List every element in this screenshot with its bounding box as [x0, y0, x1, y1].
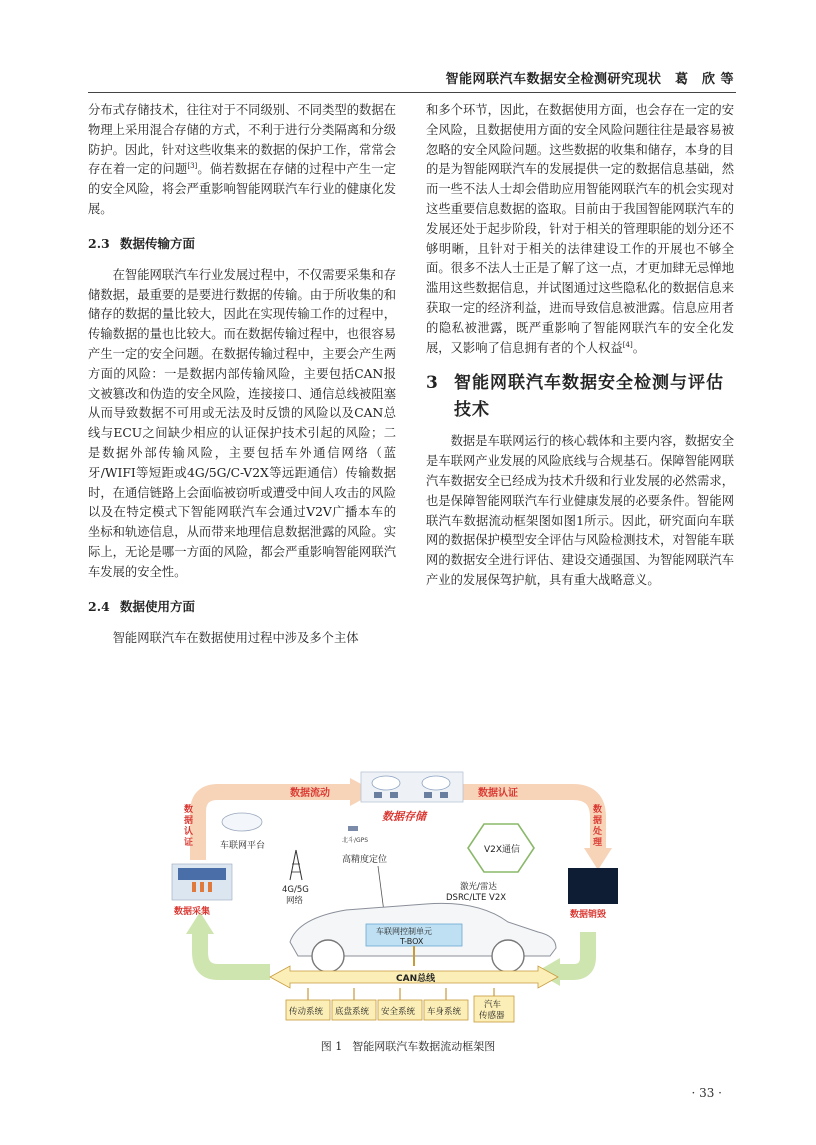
- right-paragraph-1: 和多个环节，因此，在数据使用方面，也会存在一定的安全风险，且数据使用方面的安全风险问题往往是最容易被忽略的安全风险问题。这些数据的收集和储存，本身的目的是为智能网联汽车的发展提供一定的数据信息基础，然而一些不法人士却会借助应用智能网联汽车的机会实现对这些重要信息数据的盗取。目前由于我国智能网联汽车的发展还处于起步阶段，针对于相关的管理职能的划分还不够明晰，且针对于相关的法律建设工作的开展也不够全面。很多不法人士正是了解了这一点，才更加肆无忌惮地滥用这些数据信息，并试图通过这些隐私化的数据信息来获取一定的经济利益，进而导致信息被泄露。信息应用者的隐私被泄露，既严重影响了智能网联汽车的安全化发展，又影响了信息拥有者的个人权益[4]。: [426, 103, 734, 355]
- label-tbox: T-BOX: [400, 937, 424, 946]
- svg-text:理: 理: [593, 838, 603, 848]
- label-sensor: 传感器: [479, 1011, 505, 1021]
- label-data-storage: 数据存储: [382, 810, 426, 823]
- label-hd-positioning: 高精度定位: [342, 855, 388, 865]
- wheel-icon: [312, 940, 344, 972]
- label-data-auth-vertical: [183, 803, 193, 848]
- svg-text:处: 处: [593, 827, 603, 837]
- label-lidar: DSRC/LTE V2X: [446, 893, 507, 903]
- left-paragraph-2: 在智能网联汽车行业发展过程中，不仅需要采集和存储数据，最重要的是要进行数据的传输。由于所收集的和储存的数据的量比较大，因此在实现传输工作的过程中，传输数据的量也比较大。而在数据传输过程中，也很容易产生一定的安全问题。在数据传输过程中，主要会产生两方面的风险：一是数据内部传输风险，主要包括CAN报文被篡改和伪造的安全风险，连接接口、通信总线被阻塞从而导致数据不可用或无法及时反馈的风险以及CAN总线与ECU之间缺少相应的认证保护技术引起的风险；二是数据外部传输风险，主要包括车外通信网络（蓝牙/WIFI等短距或4G/5G/C-V2X等远距通信）传输数据时，在通信链路上会面临被窃听或遭受中间人攻击的风险以及在特定模式下智能网联汽车会通过V2V广播本车的坐标和轨迹信息，从而带来地理信息数据泄露的风险。实际上，无论是哪一方面的风险，都会严重影响智能网联汽车发展的安全性。: [88, 267, 396, 579]
- data-flow-diagram: [174, 772, 618, 1034]
- right-column: [426, 101, 734, 591]
- label-data-collect: 数据采集: [174, 907, 211, 917]
- label-system: 安全系统: [381, 1007, 416, 1017]
- arrowhead: [584, 848, 612, 870]
- section-3-heading: 3 智能网联汽车数据安全检测与评估技术: [426, 373, 724, 421]
- citation: [3]: [187, 162, 198, 171]
- header-rule: [88, 92, 736, 93]
- cloud-icon: [422, 776, 450, 790]
- label-network: 4G/5G: [282, 885, 309, 895]
- data-destroy-panel: [568, 868, 618, 904]
- figure-caption: 图 1 智能网联汽车数据流动框架图: [320, 1040, 496, 1053]
- right-paragraph-2: 数据是车联网运行的核心载体和主要内容，数据安全是车联网产业发展的风险底线与合规基石。保障智能网联汽车数据安全已经成为技术升级和行业发展的必然需求，也是保障智能网联汽车行业健康发展的必要条件。智能网联汽车数据流动框架图如图1所示。因此，研究面向车联网的数据保护模型安全评估与风险检测技术，对智能车联网的数据安全进行评估、建设交通强国、为智能网联汽车产业的发展保驾护航，具有重大战略意义。: [426, 434, 734, 587]
- svg-text:数: 数: [184, 805, 194, 815]
- page-number: · 33 ·: [691, 1086, 722, 1100]
- left-paragraph-1: 分布式存储技术，往往对于不同级别、不同类型的数据在物理上采用混合存储的方式，不利于进行分类隔离和分级防护。因此，针对这些收集来的数据的保护工作，常常会存在着一定的问题[3]。倘若数据在存储的过程中产生一定的安全风险，将会严重影响智能网联汽车行业的健康化发展。: [88, 103, 396, 216]
- section-2-3-heading: 2.3 数据传输方面: [88, 235, 196, 251]
- label-system: 传动系统: [289, 1007, 324, 1017]
- server-icon: [440, 792, 448, 798]
- bar-icon: [208, 882, 212, 892]
- label-data-auth: 数据认证: [478, 788, 518, 799]
- bar-icon: [192, 882, 196, 892]
- running-head: 智能网联汽车数据安全检测研究现状 葛 欣 等: [445, 72, 734, 87]
- label-system: 底盘系统: [335, 1007, 370, 1017]
- svg-text:证: 证: [184, 838, 194, 848]
- cloud-icon: [372, 776, 400, 790]
- svg-text:据: 据: [184, 816, 194, 826]
- satellite-icon: [348, 826, 358, 831]
- arrow-bottom-left: [200, 932, 270, 972]
- svg-text:数: 数: [593, 805, 603, 815]
- label-iov-platform: 车联网平台: [220, 841, 266, 851]
- label-data-flow: 数据流动: [290, 788, 330, 799]
- left-paragraph-3: 智能网联汽车在数据使用过程中涉及多个主体: [112, 630, 359, 645]
- label-system: 车身系统: [427, 1007, 462, 1017]
- server-icon: [424, 792, 432, 798]
- label-data-process-vertical: [592, 803, 603, 848]
- label-data-destroy: 数据销毁: [570, 910, 607, 920]
- svg-text:认: 认: [184, 827, 194, 837]
- label-v2x: V2X通信: [484, 845, 521, 855]
- arrow-bottom-right: [558, 932, 588, 972]
- label-network: 网络: [286, 896, 304, 906]
- label-sensor: 汽车: [484, 1000, 502, 1010]
- antenna-icon: [378, 866, 384, 912]
- wheel-icon: [492, 940, 524, 972]
- label-tbox: 车联网控制单元: [376, 927, 432, 936]
- svg-text:据: 据: [593, 816, 603, 826]
- server-icon: [390, 792, 398, 798]
- label-lidar: 激光/雷达: [460, 882, 497, 892]
- left-column: [88, 101, 396, 648]
- section-2-4-heading: 2.4 数据使用方面: [88, 598, 196, 614]
- solar-panel-icon: [178, 868, 226, 880]
- bar-icon: [200, 882, 204, 892]
- label-beidou-gps: 北斗/GPS: [342, 837, 369, 844]
- server-icon: [374, 792, 382, 798]
- cell-tower-icon: [290, 850, 302, 880]
- label-can-bus: CAN总线: [396, 974, 436, 984]
- data-flow-figure: [174, 772, 618, 1034]
- platform-cloud-icon: [222, 813, 262, 831]
- citation: [4]: [622, 340, 633, 349]
